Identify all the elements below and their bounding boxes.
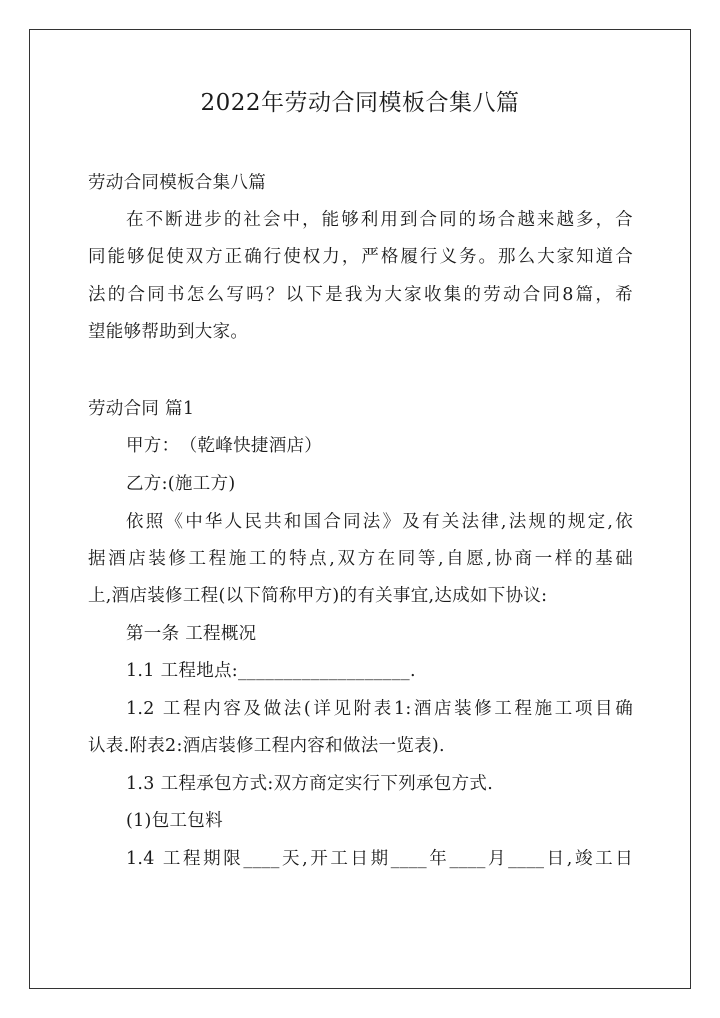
- intro-line-2: 同能够促使双方正确行使权力，严格履行义务。那么大家知道合: [88, 247, 633, 267]
- subtitle: 劳动合同模板合集八篇: [88, 173, 266, 193]
- intro-line-4: 望能够帮助到大家。: [88, 322, 249, 342]
- clause-1-2: 1.2 工程内容及做法(详见附表1:酒店装修工程施工项目确: [126, 699, 633, 719]
- article-1-heading: 第一条 工程概况: [126, 624, 257, 644]
- body-line-2: 据酒店装修工程施工的特点,双方在同等,自愿,协商一样的基础: [88, 549, 633, 569]
- clause-1-3-item: (1)包工包料: [126, 811, 223, 831]
- section-heading: 劳动合同 篇1: [88, 399, 195, 419]
- clause-1-1: 1.1 工程地点:___________________.: [126, 661, 416, 681]
- clause-1-2-cont: 认表.附表2:酒店装修工程内容和做法一览表).: [88, 736, 445, 756]
- clause-1-3: 1.3 工程承包方式:双方商定实行下列承包方式.: [126, 774, 494, 794]
- clause-1-4: 1.4 工程期限____天,开工日期____年____月____日,竣工日: [126, 849, 633, 869]
- document-title: 2022年劳动合同模板合集八篇: [200, 90, 520, 116]
- intro-line-3: 法的合同书怎么写吗？以下是我为大家收集的劳动合同8篇，希: [88, 285, 633, 305]
- intro-line-1: 在不断进步的社会中，能够利用到合同的场合越来越多，合: [126, 210, 633, 230]
- party-b: 乙方:(施工方): [126, 474, 236, 494]
- party-a: 甲方： （乾峰快捷酒店）: [126, 436, 323, 456]
- body-line-3: 上,酒店装修工程(以下简称甲方)的有关事宜,达成如下协议:: [88, 586, 548, 606]
- body-line-1: 依照《中华人民共和国合同法》及有关法律,法规的规定,依: [126, 512, 633, 532]
